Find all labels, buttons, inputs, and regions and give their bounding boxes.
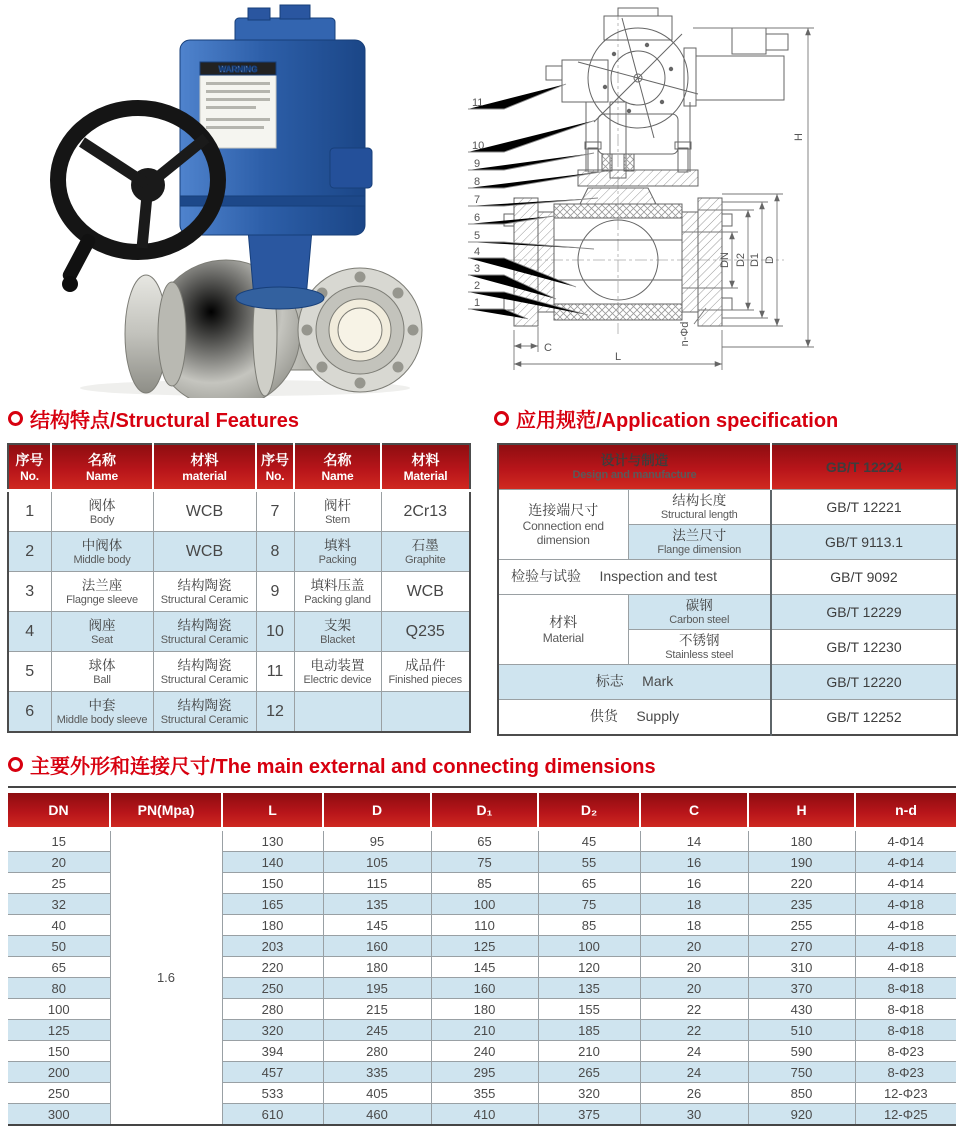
dimension-cell: 405 xyxy=(323,1083,431,1104)
svg-text:L: L xyxy=(614,351,622,363)
dimension-cell: 750 xyxy=(748,1062,855,1083)
dimension-cell: 65 xyxy=(538,873,640,894)
standard-cell: GB/T 12252 xyxy=(771,700,957,736)
dimension-cell: 4-Φ18 xyxy=(855,957,956,978)
dimension-cell: 20 xyxy=(640,957,748,978)
dimension-cell: 250 xyxy=(222,978,323,999)
dimension-cell: 4-Φ14 xyxy=(855,873,956,894)
dimension-cell: 265 xyxy=(538,1062,640,1083)
spec-item-cell: 结构长度 Structural length xyxy=(628,490,771,525)
svg-text:D1: D1 xyxy=(749,252,761,268)
standard-cell: GB/T 9092 xyxy=(771,560,957,595)
dimension-cell: 150 xyxy=(222,873,323,894)
dimension-cell: 355 xyxy=(431,1083,538,1104)
dimension-cell: 180 xyxy=(431,999,538,1020)
header-en: Design and manufacture xyxy=(572,469,697,481)
dimension-cell: 110 xyxy=(431,915,538,936)
section-title-text: 主要外形和连接尺寸/The main external and connecting dimensions xyxy=(30,756,656,778)
dimension-cell: 240 xyxy=(431,1041,538,1062)
structural-cell: 结构陶瓷 Structural Ceramic xyxy=(153,692,256,733)
structural-cell: 1 xyxy=(8,491,51,532)
dimension-cell: 335 xyxy=(323,1062,431,1083)
dimension-cell: 26 xyxy=(640,1083,748,1104)
technical-drawing xyxy=(448,2,965,394)
structural-cell: 结构陶瓷 Structural Ceramic xyxy=(153,572,256,612)
structural-cell: 6 xyxy=(8,692,51,733)
dimension-cell: 235 xyxy=(748,894,855,915)
dimension-cell: 850 xyxy=(748,1083,855,1104)
dimension-cell: 430 xyxy=(748,999,855,1020)
svg-text:D: D xyxy=(764,256,776,264)
structural-header-row xyxy=(8,444,470,491)
section-title-text: 结构特点/Structural Features xyxy=(30,410,299,432)
svg-text:H: H xyxy=(793,133,805,141)
dimension-cell: 320 xyxy=(222,1020,323,1041)
spec-item-cell: 法兰尺寸 Flange dimension xyxy=(628,525,771,560)
dimension-cell: 4-Φ18 xyxy=(855,915,956,936)
dimension-cell: 75 xyxy=(538,894,640,915)
structural-cell: WCB xyxy=(153,491,256,532)
dimension-cell: 165 xyxy=(222,894,323,915)
dimension-cell: 200 xyxy=(8,1062,110,1083)
dimension-cell: 12-Φ23 xyxy=(855,1083,956,1104)
bracket-stem-drawing xyxy=(578,102,698,186)
structural-header-cell: 材料 Material xyxy=(381,444,470,491)
dimension-cell: 460 xyxy=(323,1104,431,1126)
dimension-cell: 920 xyxy=(748,1104,855,1126)
dimension-cell: 25 xyxy=(8,873,110,894)
dimensions-header-cell: n-d xyxy=(855,793,956,829)
structural-cell: 成品件 Finished pieces xyxy=(381,652,470,692)
structural-cell: 2Cr13 xyxy=(381,491,470,532)
dimension-cell: 220 xyxy=(748,873,855,894)
dimension-cell: 180 xyxy=(222,915,323,936)
dimensions-header-cell: D₁ xyxy=(431,793,538,829)
dimension-cell: 12-Φ25 xyxy=(855,1104,956,1126)
structural-section-title xyxy=(8,404,299,433)
structural-cell xyxy=(381,692,470,733)
warning-label xyxy=(200,62,276,148)
dimension-cell: 280 xyxy=(323,1041,431,1062)
structural-cell: 8 xyxy=(256,532,294,572)
dimension-cell: 18 xyxy=(640,894,748,915)
dimension-cell: 20 xyxy=(640,978,748,999)
product-photo xyxy=(30,0,450,398)
connection-group-cell: 连接端尺寸 Connection end dimension xyxy=(498,490,628,560)
dimension-cell: 190 xyxy=(748,852,855,873)
dimension-cell: 22 xyxy=(640,1020,748,1041)
structural-cell: 球体 Ball xyxy=(51,652,153,692)
table-row xyxy=(498,665,957,700)
structural-row xyxy=(8,491,470,532)
structural-cell: 法兰座 Flagnge sleeve xyxy=(51,572,153,612)
material-group-cell: 材料 Material xyxy=(498,595,628,665)
structural-cell: 电动装置 Electric device xyxy=(294,652,381,692)
dimension-cell: 610 xyxy=(222,1104,323,1126)
standard-cell: GB/T 12229 xyxy=(771,595,957,630)
svg-text:10: 10 xyxy=(472,140,485,152)
structural-header-cell: 序号 No. xyxy=(256,444,294,491)
dimension-cell: 24 xyxy=(640,1062,748,1083)
dimensions-header-cell: L xyxy=(222,793,323,829)
dimension-cell: 85 xyxy=(431,873,538,894)
header-zh: 设计与制造 xyxy=(600,453,669,468)
dimension-cell: 8-Φ18 xyxy=(855,1020,956,1041)
dimension-cell: 40 xyxy=(8,915,110,936)
dimension-cell: 375 xyxy=(538,1104,640,1126)
app-header-cell xyxy=(498,444,771,490)
dimension-cell: 100 xyxy=(8,999,110,1020)
structural-cell: 12 xyxy=(256,692,294,733)
dimension-cell: 130 xyxy=(222,829,323,852)
dimension-cell: 75 xyxy=(431,852,538,873)
svg-text:9: 9 xyxy=(474,158,481,170)
svg-text:C: C xyxy=(544,342,552,354)
dimension-cell: 32 xyxy=(8,894,110,915)
structural-cell: 填料 Packing xyxy=(294,532,381,572)
dimension-cell: 55 xyxy=(538,852,640,873)
dimension-cell: 135 xyxy=(323,894,431,915)
dimension-cell: 120 xyxy=(538,957,640,978)
dimension-cell: 180 xyxy=(748,829,855,852)
dimension-cell: 155 xyxy=(538,999,640,1020)
dimensions-header-row xyxy=(8,793,956,829)
pn-merged-cell: 1.6 xyxy=(110,829,222,1125)
structural-row xyxy=(8,652,470,692)
structural-cell: 石墨 Graphite xyxy=(381,532,470,572)
dimension-cell: 180 xyxy=(323,957,431,978)
dimension-cell: 280 xyxy=(222,999,323,1020)
spec-item-cell: 不锈钢 Stainless steel xyxy=(628,630,771,665)
svg-text:4: 4 xyxy=(474,246,481,258)
dimension-cell: 105 xyxy=(323,852,431,873)
standard-cell: GB/T 12220 xyxy=(771,665,957,700)
structural-cell: 支架 Blacket xyxy=(294,612,381,652)
dimension-cell: 310 xyxy=(748,957,855,978)
spec-item-cell: 供货 Supply xyxy=(498,700,771,736)
dimension-cell: 24 xyxy=(640,1041,748,1062)
dimension-cell: 18 xyxy=(640,915,748,936)
dimensions-header-cell: D₂ xyxy=(538,793,640,829)
dimension-cell: 8-Φ23 xyxy=(855,1041,956,1062)
structural-features-table xyxy=(7,443,471,733)
table-row xyxy=(498,595,957,630)
dimension-cell: 65 xyxy=(8,957,110,978)
application-spec-table xyxy=(497,443,958,736)
svg-text:n-Φd: n-Φd xyxy=(679,321,691,347)
structural-cell: 结构陶瓷 Structural Ceramic xyxy=(153,612,256,652)
dimension-cell: 135 xyxy=(538,978,640,999)
dimension-row xyxy=(8,829,956,852)
table-row xyxy=(498,560,957,595)
dimension-cell: 50 xyxy=(8,936,110,957)
spec-item-cell: 标志 Mark xyxy=(498,665,771,700)
spec-item-cell: 碳钢 Carbon steel xyxy=(628,595,771,630)
dimension-cell: 320 xyxy=(538,1083,640,1104)
svg-text:11: 11 xyxy=(472,97,484,109)
dimension-cell: 8-Φ18 xyxy=(855,978,956,999)
svg-text:DN: DN xyxy=(719,252,731,268)
dimension-cell: 16 xyxy=(640,852,748,873)
structural-table-body xyxy=(8,491,470,733)
dimension-cell: 370 xyxy=(748,978,855,999)
dimension-cell: 4-Φ18 xyxy=(855,936,956,957)
dimension-cell: 410 xyxy=(431,1104,538,1126)
dimension-cell: 160 xyxy=(323,936,431,957)
application-section-title xyxy=(494,404,838,433)
structural-row xyxy=(8,692,470,733)
dimension-cell: 150 xyxy=(8,1041,110,1062)
dimension-cell: 95 xyxy=(323,829,431,852)
structural-cell: Q235 xyxy=(381,612,470,652)
structural-cell: 阀杆 Stem xyxy=(294,491,381,532)
structural-cell: 10 xyxy=(256,612,294,652)
dimensions-header-cell: D xyxy=(323,793,431,829)
svg-text:D2: D2 xyxy=(735,252,747,268)
dimension-cell: 140 xyxy=(222,852,323,873)
structural-header-cell: 序号 No. xyxy=(8,444,51,491)
structural-cell: 中套 Middle body sleeve xyxy=(51,692,153,733)
structural-cell: 阀座 Seat xyxy=(51,612,153,652)
dimension-cell: 145 xyxy=(323,915,431,936)
svg-text:WARNING: WARNING xyxy=(218,65,258,74)
structural-cell: 5 xyxy=(8,652,51,692)
dimension-cell: 145 xyxy=(431,957,538,978)
spec-item-cell: 检验与试验 Inspection and test xyxy=(498,560,771,595)
dimension-cell: 20 xyxy=(640,936,748,957)
structural-cell: 3 xyxy=(8,572,51,612)
dimension-cell: 30 xyxy=(640,1104,748,1126)
dimension-cell: 8-Φ23 xyxy=(855,1062,956,1083)
structural-cell: 11 xyxy=(256,652,294,692)
dimension-cell: 4-Φ14 xyxy=(855,852,956,873)
valve-photo-illustration xyxy=(30,0,450,398)
structural-cell: 7 xyxy=(256,491,294,532)
dimension-cell: 245 xyxy=(323,1020,431,1041)
dimension-cell: 394 xyxy=(222,1041,323,1062)
structural-header-cell: 名称 Name xyxy=(51,444,153,491)
dimension-cell: 125 xyxy=(8,1020,110,1041)
dimensions-section xyxy=(8,786,956,1126)
structural-row xyxy=(8,532,470,572)
dimension-cell: 100 xyxy=(538,936,640,957)
standard-cell: GB/T 12230 xyxy=(771,630,957,665)
dimension-cell: 210 xyxy=(431,1020,538,1041)
structural-cell: 阀体 Body xyxy=(51,491,153,532)
bullet-ring-icon xyxy=(494,411,509,426)
structural-header-cell: 材料 material xyxy=(153,444,256,491)
app-header-row xyxy=(498,444,957,490)
structural-cell: 结构陶瓷 Structural Ceramic xyxy=(153,652,256,692)
structural-cell: WCB xyxy=(381,572,470,612)
actuator-drawing xyxy=(546,8,788,138)
svg-text:6: 6 xyxy=(474,212,481,224)
dimensions-section-title xyxy=(8,750,656,779)
dimension-cell: 533 xyxy=(222,1083,323,1104)
structural-cell: 2 xyxy=(8,532,51,572)
bullet-ring-icon xyxy=(8,757,23,772)
dimension-cell: 255 xyxy=(748,915,855,936)
bullet-ring-icon xyxy=(8,411,23,426)
dimension-cell: 590 xyxy=(748,1041,855,1062)
dimensions-header-cell: DN xyxy=(8,793,110,829)
table-row xyxy=(498,490,957,525)
dimension-cell: 295 xyxy=(431,1062,538,1083)
dimensions-header-cell: H xyxy=(748,793,855,829)
dimension-cell: 250 xyxy=(8,1083,110,1104)
dimension-cell: 457 xyxy=(222,1062,323,1083)
dimension-cell: 16 xyxy=(640,873,748,894)
dimension-cell: 65 xyxy=(431,829,538,852)
dimension-cell: 100 xyxy=(431,894,538,915)
dimensions-table xyxy=(8,793,956,1126)
dimension-cell: 15 xyxy=(8,829,110,852)
dimension-cell: 115 xyxy=(323,873,431,894)
svg-text:7: 7 xyxy=(474,194,481,206)
dimension-cell: 215 xyxy=(323,999,431,1020)
dimension-cell: 210 xyxy=(538,1041,640,1062)
dimensions-header-cell: C xyxy=(640,793,748,829)
dimension-cell: 85 xyxy=(538,915,640,936)
svg-text:2: 2 xyxy=(474,280,481,292)
structural-cell: 9 xyxy=(256,572,294,612)
standard-cell: GB/T 9113.1 xyxy=(771,525,957,560)
structural-cell: 填料压盖 Packing gland xyxy=(294,572,381,612)
dimension-cell: 125 xyxy=(431,936,538,957)
structural-cell: 中阀体 Middle body xyxy=(51,532,153,572)
app-header-std: GB/T 12224 xyxy=(771,444,957,490)
dimension-cell: 510 xyxy=(748,1020,855,1041)
dimensions-header-cell: PN(Mpa) xyxy=(110,793,222,829)
dimension-cell: 8-Φ18 xyxy=(855,999,956,1020)
table-row xyxy=(498,700,957,736)
dimension-cell: 4-Φ18 xyxy=(855,894,956,915)
structural-row xyxy=(8,572,470,612)
svg-text:8: 8 xyxy=(474,176,481,188)
dimension-cell: 300 xyxy=(8,1104,110,1126)
dimension-cell: 4-Φ14 xyxy=(855,829,956,852)
dimension-cell: 220 xyxy=(222,957,323,978)
dimension-cell: 45 xyxy=(538,829,640,852)
dimension-cell: 22 xyxy=(640,999,748,1020)
dimension-cell: 160 xyxy=(431,978,538,999)
dimension-cell: 14 xyxy=(640,829,748,852)
dimension-cell: 20 xyxy=(8,852,110,873)
structural-header-cell: 名称 Name xyxy=(294,444,381,491)
svg-text:3: 3 xyxy=(474,263,481,275)
valve-section-drawing xyxy=(448,2,965,394)
dimension-cell: 185 xyxy=(538,1020,640,1041)
structural-features-section xyxy=(7,443,471,733)
structural-cell xyxy=(294,692,381,733)
structural-cell: 4 xyxy=(8,612,51,652)
section-title-text: 应用规范/Application specification xyxy=(516,410,839,432)
dimensions-table-body xyxy=(8,829,956,1125)
svg-text:1: 1 xyxy=(474,297,481,309)
application-spec-section xyxy=(497,443,958,736)
structural-row xyxy=(8,612,470,652)
dimension-cell: 195 xyxy=(323,978,431,999)
dimension-cell: 80 xyxy=(8,978,110,999)
svg-text:5: 5 xyxy=(474,230,481,242)
dimension-cell: 203 xyxy=(222,936,323,957)
standard-cell: GB/T 12221 xyxy=(771,490,957,525)
dimension-cell: 270 xyxy=(748,936,855,957)
structural-cell: WCB xyxy=(153,532,256,572)
